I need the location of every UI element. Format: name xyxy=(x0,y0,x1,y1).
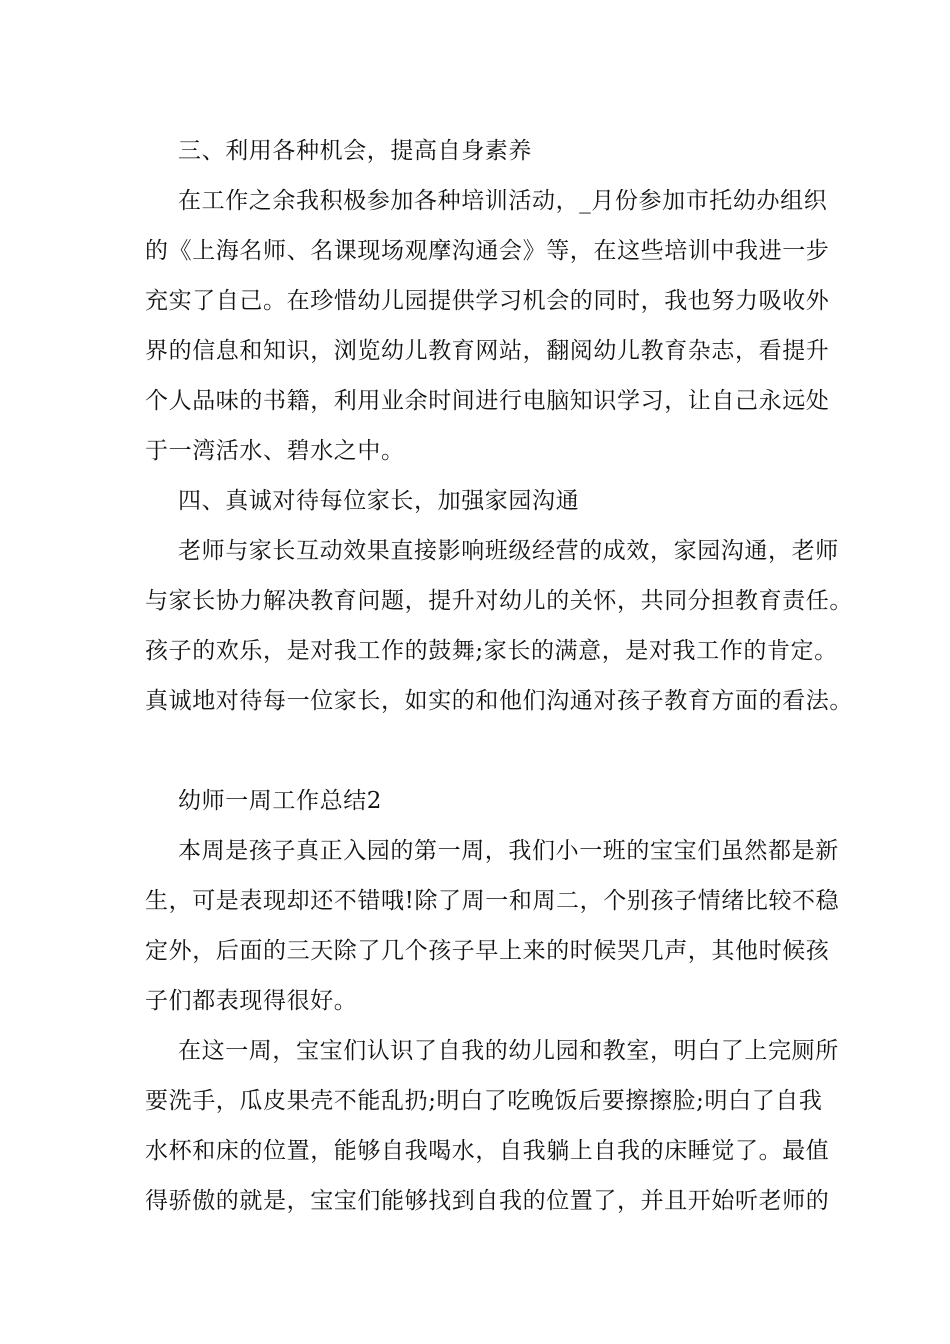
section-title: 幼师一周工作总结2 xyxy=(178,788,383,814)
paragraph-line: 子们都表现得很好。 xyxy=(145,988,358,1014)
paragraph-line: 的《上海名师、名课现场观摩沟通会》等，在这些培训中我进一步 xyxy=(145,238,830,264)
paragraph-line: 于一湾活水、碧水之中。 xyxy=(145,438,405,464)
paragraph-line: 在这一周，宝宝们认识了自我的幼儿园和教室，明白了上完厕所 xyxy=(178,1038,839,1064)
paragraph-line: 孩子的欢乐，是对我工作的鼓舞;家长的满意，是对我工作的肯定。 xyxy=(145,638,838,664)
paragraph-line: 要洗手，瓜皮果壳不能乱扔;明白了吃晚饭后要擦擦脸;明白了自我 xyxy=(145,1088,823,1114)
paragraph-line: 真诚地对待每一位家长，如实的和他们沟通对孩子教育方面的看法。 xyxy=(145,688,853,714)
section-heading-3: 三、利用各种机会，提高自身素养 xyxy=(178,138,532,164)
paragraph-line: 界的信息和知识，浏览幼儿教育网站，翻阅幼儿教育杂志，看提升 xyxy=(145,338,830,364)
paragraph-line: 与家长协力解决教育问题，提升对幼儿的关怀，共同分担教育责任。 xyxy=(145,588,853,614)
paragraph-line: 个人品味的书籍，利用业余时间进行电脑知识学习，让自己永远处 xyxy=(145,388,830,414)
paragraph-line: 本周是孩子真正入园的第一周，我们小一班的宝宝们虽然都是新 xyxy=(178,838,839,864)
paragraph-line: 生，可是表现却还不错哦!除了周一和周二，个别孩子情绪比较不稳 xyxy=(145,888,840,914)
paragraph-line: 充实了自己。在珍惜幼儿园提供学习机会的同时，我也努力吸收外 xyxy=(145,288,830,314)
paragraph-line: 水杯和床的位置，能够自我喝水，自我躺上自我的床睡觉了。最值 xyxy=(145,1138,830,1164)
paragraph-line: 老师与家长互动效果直接影响班级经营的成效，家园沟通，老师 xyxy=(178,538,839,564)
paragraph-line: 在工作之余我积极参加各种培训活动，_月份参加市托幼办组织 xyxy=(178,188,828,214)
section-heading-4: 四、真诚对待每位家长，加强家园沟通 xyxy=(178,488,580,514)
paragraph-line: 得骄傲的就是，宝宝们能够找到自我的位置了，并且开始听老师的 xyxy=(145,1188,830,1214)
paragraph-line: 定外，后面的三天除了几个孩子早上来的时候哭几声，其他时候孩 xyxy=(145,938,830,964)
